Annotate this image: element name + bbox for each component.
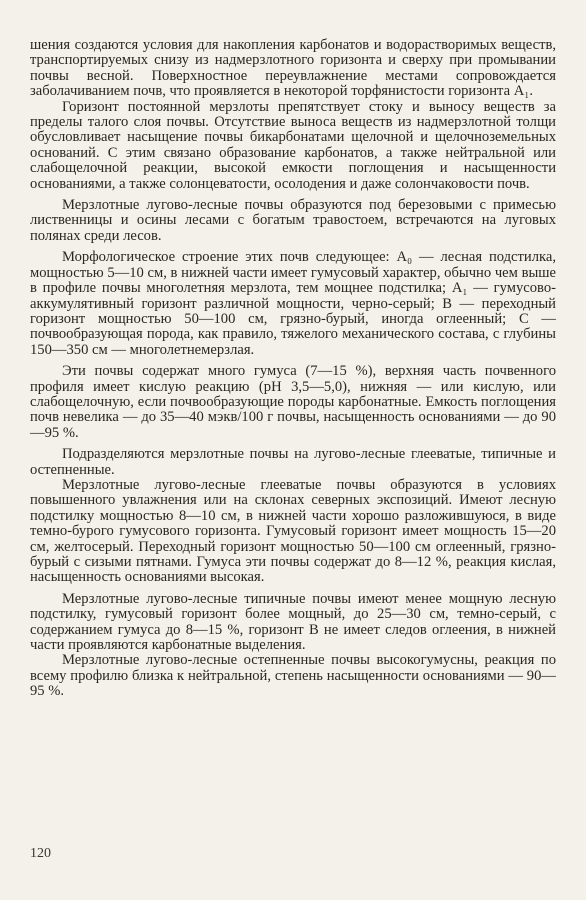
paragraph-1: шения создаются условия для накопления карбонатов и водорастворимых веществ, транспортируемых снизу из надмерзлотного горизонта и сверху при промывании почвы весной. Поверхностное переувлажнение местами сопровождается заболачиванием почв, что проявляется в некоторой торфянистости горизонта A₁.: [30, 37, 556, 100]
paragraph-8: Мерзлотные лугово-лесные типичные почвы имеют менее мощную лесную подстилку, гумусовый горизонт более мощный, до 25—30 см, темно-серый, с содержанием гумуса до 8—15 %, горизонт B не имеет следов оглеения, в нижней части проявляются карбонатные выделения.: [30, 590, 556, 654]
page-number: 120: [30, 846, 51, 861]
paragraph-3: Мерзлотные лугово-лесные почвы образуются под березовыми с примесью лиственницы и осины лесами с богатым травостоем, встречаются на луговых полянах среди лесов.: [30, 197, 556, 244]
paragraph-5: Эти почвы содержат много гумуса (7—15 %), верхняя часть почвенного профиля имеет кислую реакцию (pH 3,5—5,0), нижняя — или кислую, или слабощелочную, если почвообразующие породы карбонатные. Емкость поглощения почв невелика — до 35—40 мэкв/100 г почвы, насыщенность основаниями — до 90—95 %.: [30, 363, 556, 441]
paragraph-2: Горизонт постоянной мерзлоты препятствует стоку и выносу веществ за пределы талого слоя почвы. Отсутствие выноса веществ из надмерзлотной толщи обусловливает насыщение почвы бикарбонатами щелочной и щелочноземельных оснований. С этим связано образование карбонатов, а также нейтральной или слабощелочной реакции, высокой емкости поглощения и насыщенности основаниями, а также солонцеватости, осолодения и даже солончаковости почв.: [30, 98, 556, 192]
body-text: [30, 38, 556, 700]
paragraph-9: Мерзлотные лугово-лесные остепненные почвы высокогумусны, реакция по всему профилю близка к нейтральной, степень насыщенности основаниями — 90—95 %.: [30, 652, 556, 700]
paragraph-4: Морфологическое строение этих почв следующее: A₀ — лесная подстилка, мощностью 5—10 см, в нижней части имеет гумусовый характер, обычно чем выше в профиле почвы многолетняя мерзлота, тем мощнее подстилка; A₁ — гумусово-аккумулятивный горизонт различной мощности, черно-серый; B — переходный горизонт мощностью 50—100 см, грязно-бурый, иногда оглеенный; C — почвообразующая порода, как правило, тяжелого механического состава, с глубины 150—350 см — многолетнемерзлая.: [30, 249, 556, 358]
paragraph-6: Подразделяются мерзлотные почвы на лугово-лесные глееватые, типичные и остепненные.: [30, 446, 556, 478]
paragraph-7: Мерзлотные лугово-лесные глееватые почвы образуются в условиях повышенного увлажнения или на склонах северных экспозиций. Имеют лесную подстилку мощностью 8—10 см, в нижней части хорошо разложившуюся, в виде темно-бурого гумусового горизонта. Гумусовый горизонт имеет мощность 15—20 см, желтосерый. Переходный горизонт мощностью 50—100 см оглеенный, грязно-бурый с сизыми пятнами. Гумуса эти почвы содержат до 8—12 %, реакция кислая, насыщенность основаниями высокая.: [30, 476, 556, 586]
